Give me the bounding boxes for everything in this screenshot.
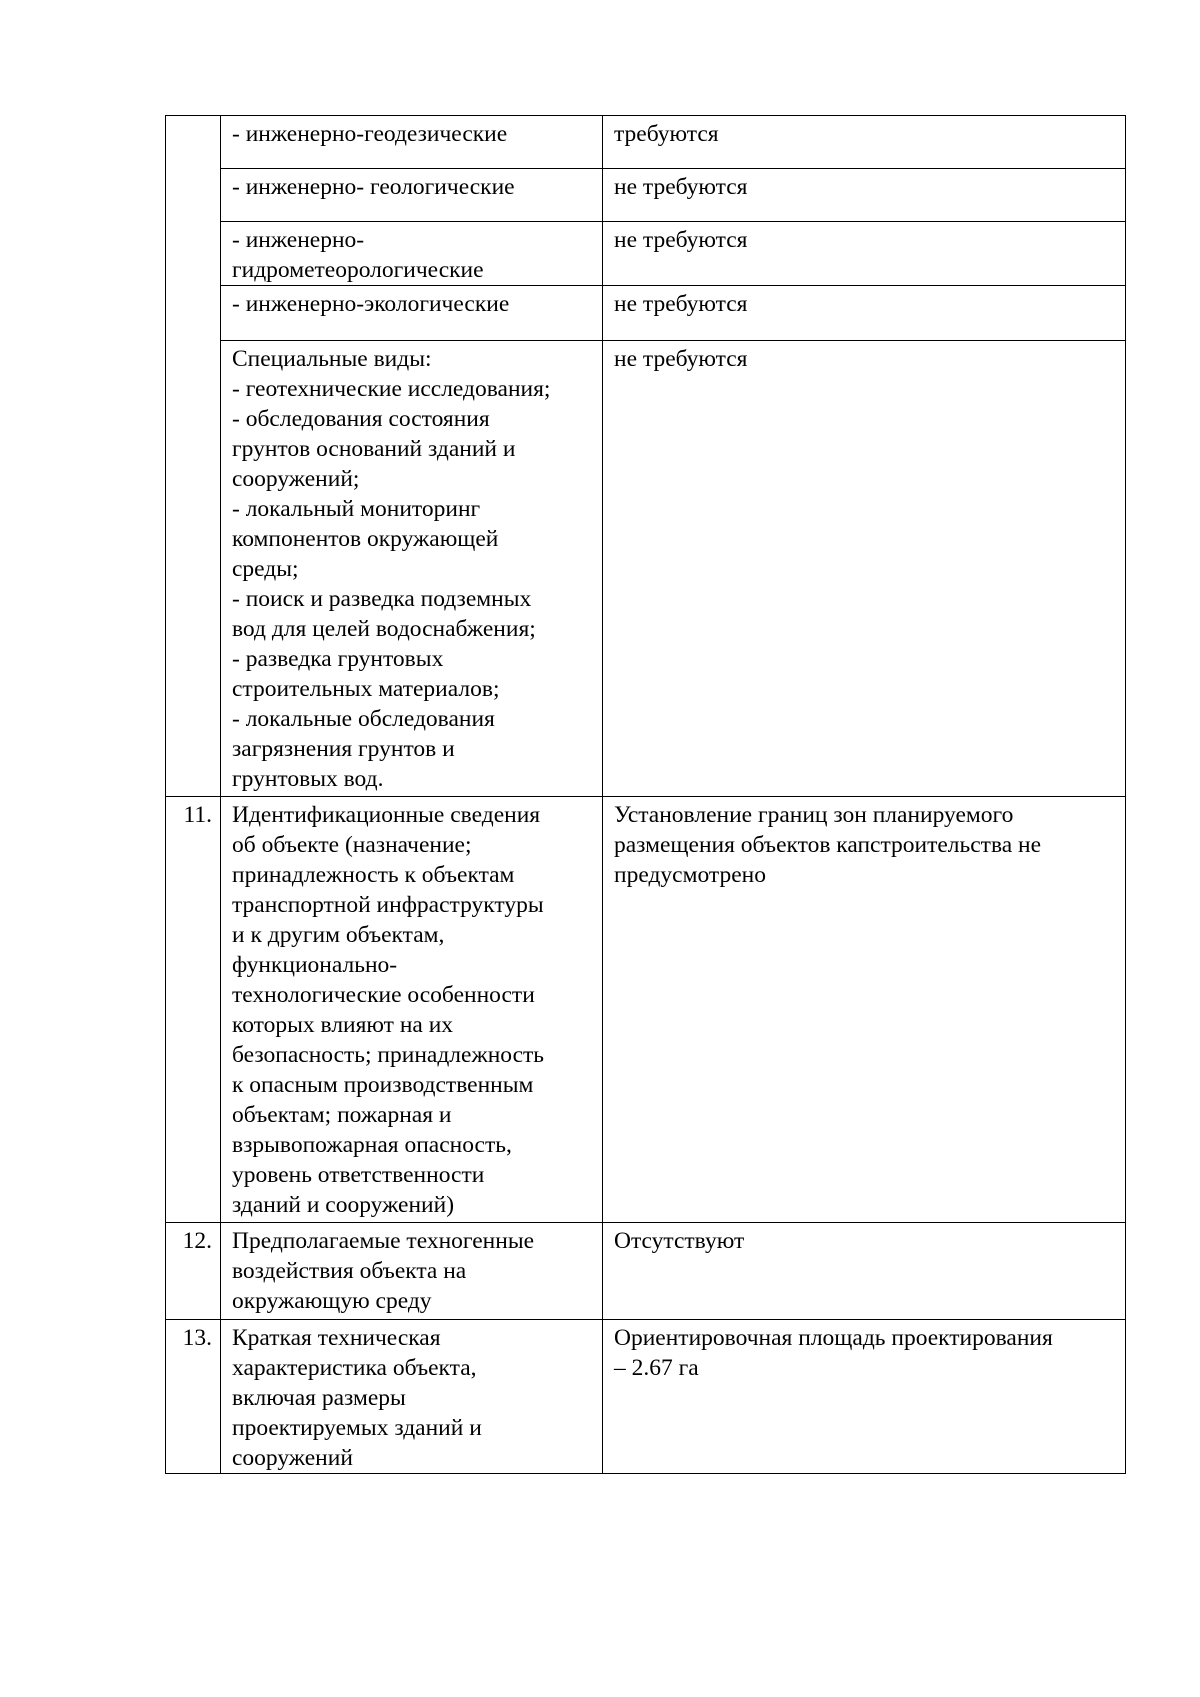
parameter-cell: Специальные виды: - геотехнические исследования; - обследования состояния грунтов оснований зданий и сооружений; - локальный мониторинг компонентов окружающей среды; - поиск и разведка подземных вод для целей водоснабжения; - разведка грунтовых строительных материалов; - локальные обследования загрязнения грунтов и грунтовых вод.: [221, 341, 603, 797]
table-row: [166, 1320, 1126, 1474]
table-row: [166, 797, 1126, 1223]
value-cell: Отсутствуют: [603, 1223, 1126, 1320]
value-cell: не требуются: [603, 286, 1126, 341]
row-number-cell: 13.: [166, 1320, 221, 1474]
table-row: [166, 286, 1126, 341]
parameter-cell: - инженерно- гидрометеорологические: [221, 222, 603, 286]
table-row: [166, 116, 1126, 169]
parameter-cell: - инженерно- геологические: [221, 169, 603, 222]
value-cell: не требуются: [603, 341, 1126, 797]
table-row: [166, 222, 1126, 286]
row-number-cell: 11.: [166, 797, 221, 1223]
value-cell: Ориентировочная площадь проектирования – 2.67 га: [603, 1320, 1126, 1474]
value-cell: не требуются: [603, 222, 1126, 286]
parameter-cell: Краткая техническая характеристика объекта, включая размеры проектируемых зданий и сооружений: [221, 1320, 603, 1474]
specification-table: [165, 115, 1126, 1474]
value-cell: Установление границ зон планируемого размещения объектов капстроительства не предусмотрено: [603, 797, 1126, 1223]
value-cell: не требуются: [603, 169, 1126, 222]
parameter-cell: Предполагаемые техногенные воздействия объекта на окружающую среду: [221, 1223, 603, 1320]
row-number-cell: 12.: [166, 1223, 221, 1320]
parameter-cell: - инженерно-геодезические: [221, 116, 603, 169]
parameter-cell: - инженерно-экологические: [221, 286, 603, 341]
table-row: [166, 1223, 1126, 1320]
survey-number-cell: [166, 116, 221, 797]
value-cell: требуются: [603, 116, 1126, 169]
parameter-cell: Идентификационные сведения об объекте (назначение; принадлежность к объектам транспортной инфраструктуры и к другим объектам, функционально- технологические особенности которых влияют на их безопасность; принадлежность к опасным производственным объектам; пожарная и взрывопожарная опасность, уровень ответственности зданий и сооружений): [221, 797, 603, 1223]
table-row: [166, 169, 1126, 222]
table-row: [166, 341, 1126, 797]
